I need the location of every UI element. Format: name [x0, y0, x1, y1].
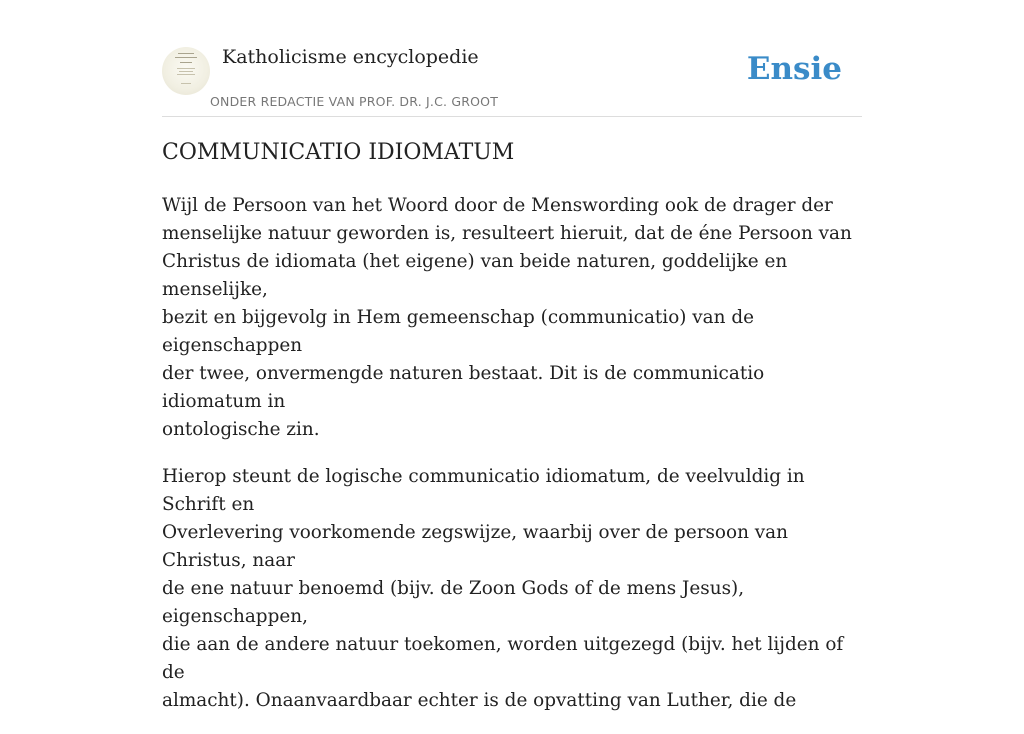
article-title: COMMUNICATIO IDIOMATUM	[162, 140, 515, 165]
text-line: ontologische zin.	[162, 419, 320, 440]
text-line: menselijke natuur geworden is, resulteert hieruit, dat de éne Persoon van	[162, 223, 852, 244]
text-line: almacht). Onaanvaardbaar echter is de opvatting van Luther, die de	[162, 690, 797, 711]
book-cover-thumbnail[interactable]	[162, 47, 210, 95]
text-line: Wijl de Persoon van het Woord door de Menswording ook de drager der	[162, 195, 833, 216]
ensie-logo[interactable]: Ensie	[746, 51, 842, 87]
text-line: der twee, onvermengde naturen bestaat. Dit is de communicatio idiomatum in	[162, 363, 765, 412]
paragraph	[162, 192, 862, 444]
text-line: de ene natuur benoemd (bijv. de Zoon Gods of de mens Jesus), eigenschappen,	[162, 578, 745, 627]
site-header	[162, 44, 862, 117]
text-line: Overlevering voorkomende zegswijze, waarbij over de persoon van Christus, naar	[162, 522, 788, 571]
text-line: Christus de idiomata (het eigene) van beide naturen, goddelijke en menselijke,	[162, 251, 788, 300]
article-body	[162, 192, 862, 734]
text-line: bezit en bijgevolg in Hem gemeenschap (communicatio) van de eigenschappen	[162, 307, 754, 356]
text-line: Hierop steunt de logische communicatio idiomatum, de veelvuldig in Schrift en	[162, 466, 805, 515]
paragraph	[162, 463, 862, 715]
text-line: die aan de andere natuur toekomen, worden uitgezegd (bijv. het lijden of de	[162, 634, 844, 683]
editor-credit: ONDER REDACTIE VAN PROF. DR. J.C. GROOT	[210, 94, 499, 109]
book-title[interactable]: Katholicisme encyclopedie	[222, 46, 479, 68]
